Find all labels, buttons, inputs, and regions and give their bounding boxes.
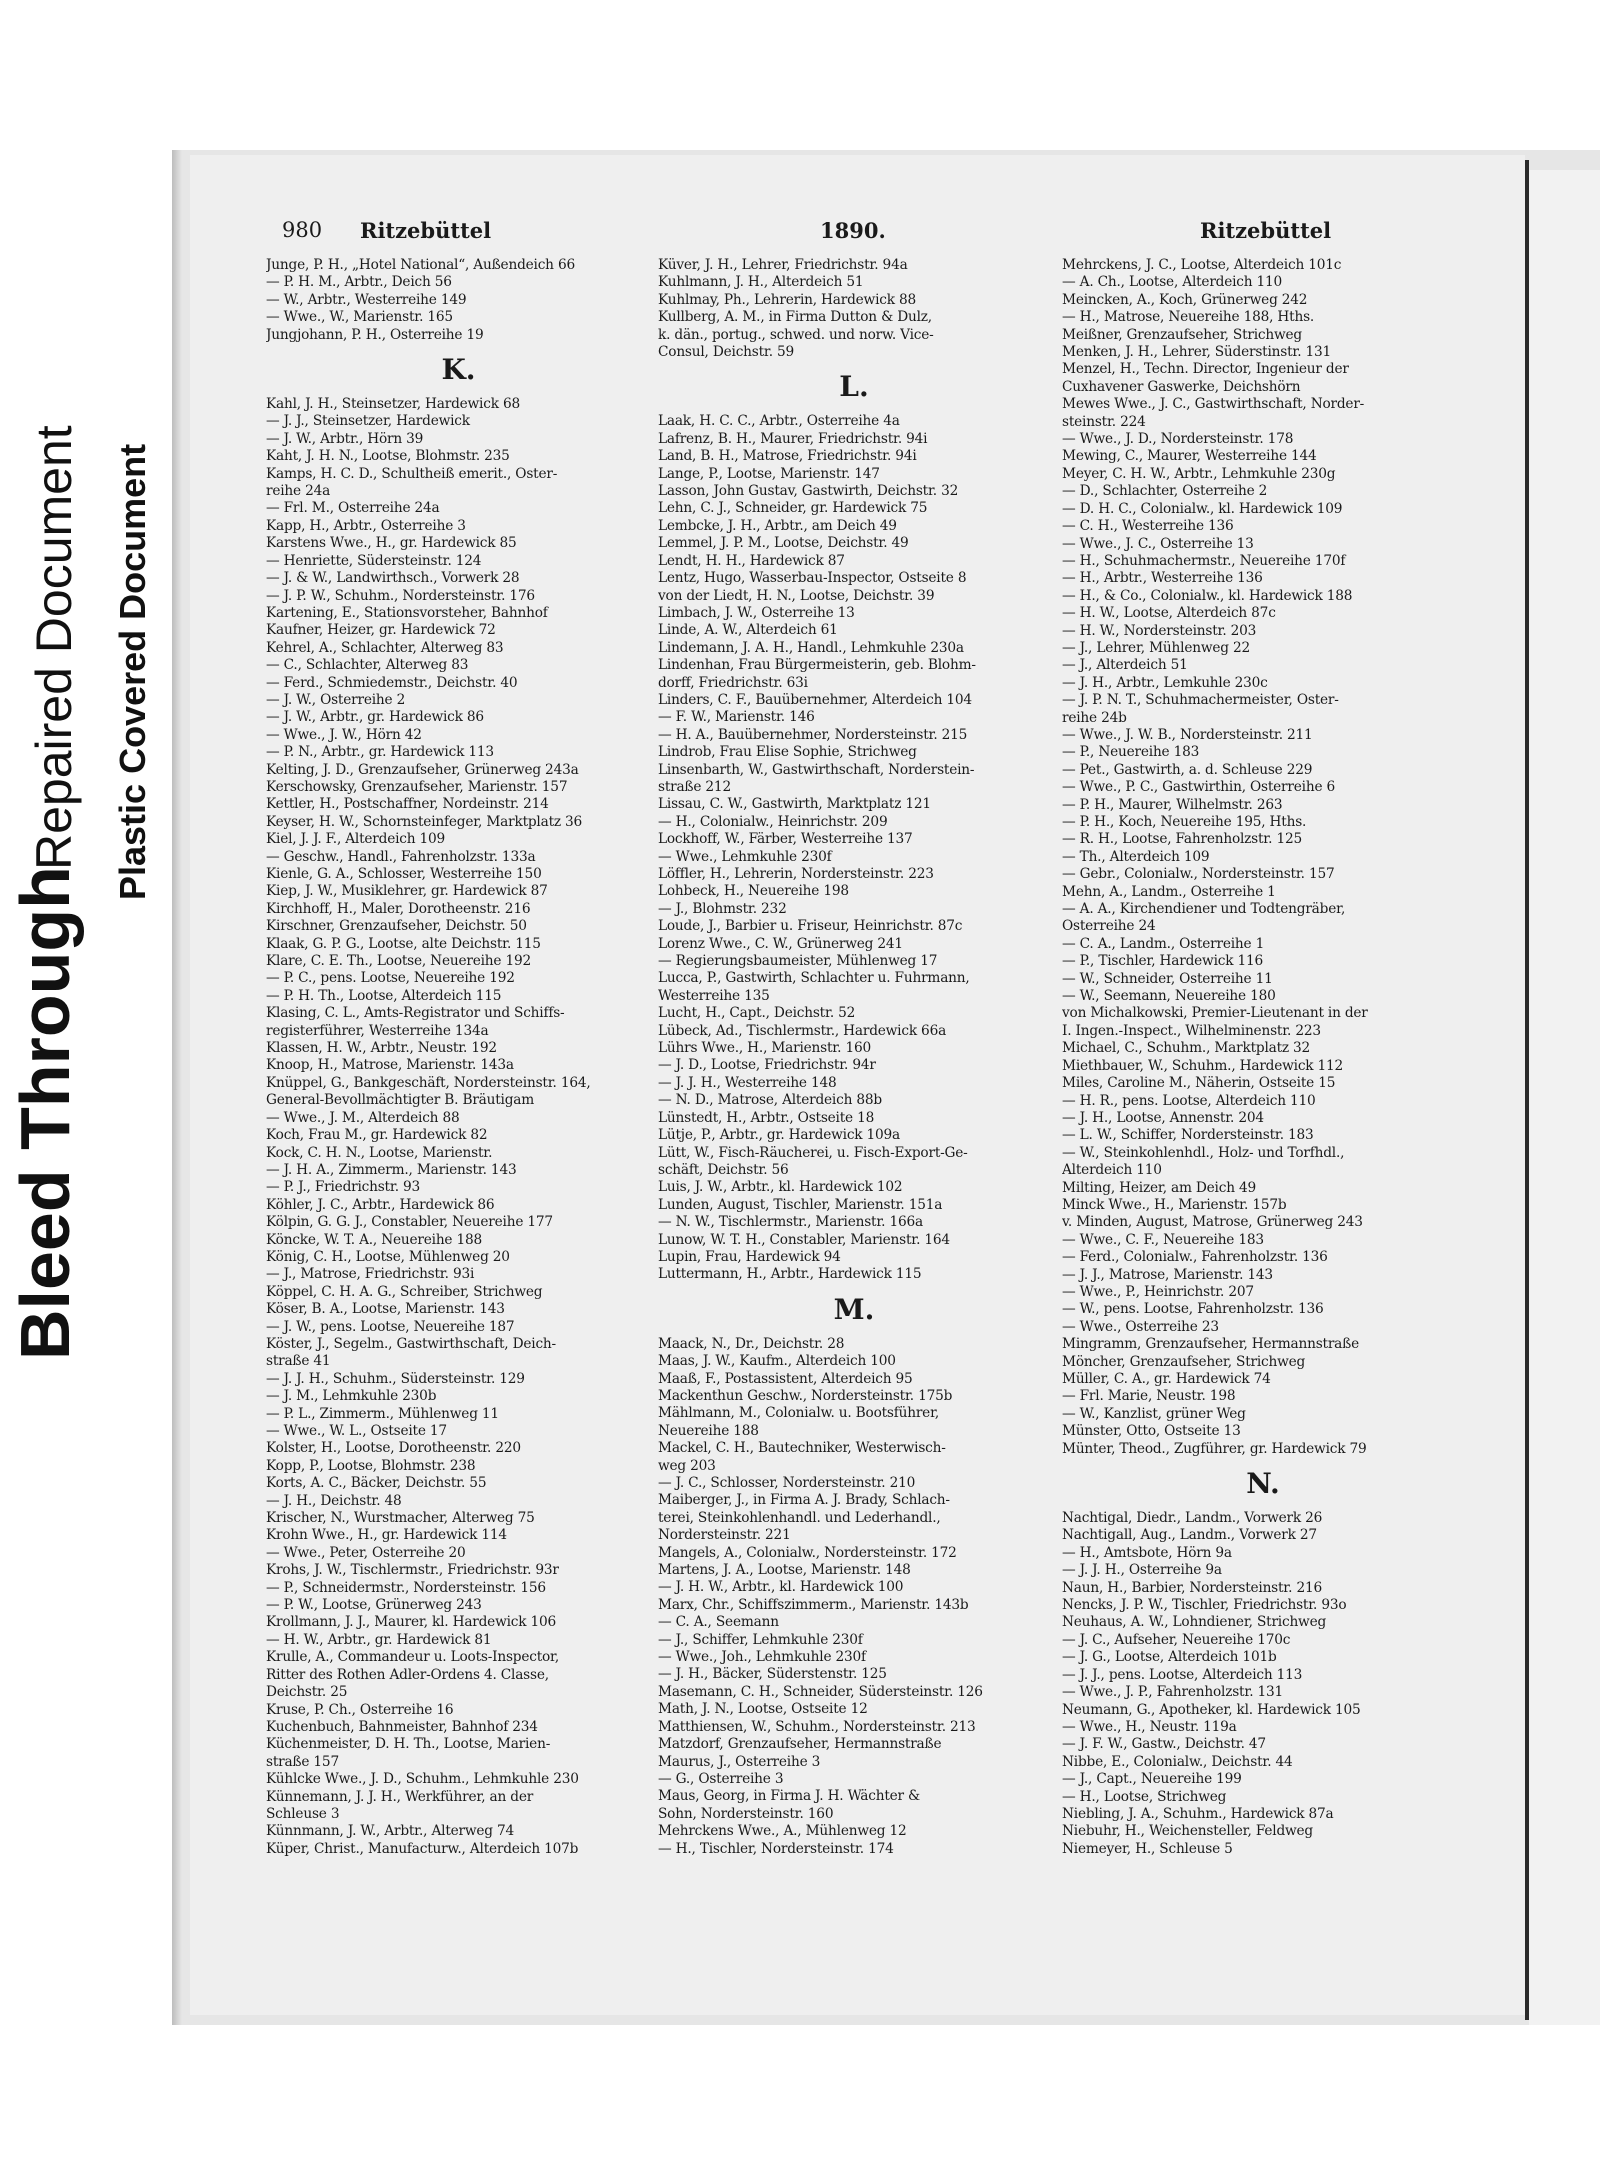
- directory-entry: — H., Schuhmachermstr., Neuereihe 170f: [1062, 552, 1346, 569]
- directory-entry: — P., Neuereihe 183: [1062, 744, 1200, 761]
- directory-entry: — J. J., pens. Lootse, Alterdeich 113: [1062, 1666, 1303, 1683]
- directory-entry: reihe 24a: [266, 483, 331, 500]
- directory-entry: Miles, Caroline M., Näherin, Ostseite 15: [1062, 1075, 1336, 1092]
- header-left-title: Ritzebüttel: [360, 218, 492, 243]
- directory-entry: — P. H. M., Arbtr., Deich 56: [266, 274, 452, 291]
- directory-entry: König, C. H., Lootse, Mühlenweg 20: [266, 1248, 510, 1265]
- directory-entry: Klasing, C. L., Amts-Registrator und Schiffs-: [266, 1005, 565, 1022]
- directory-entry: weg 203: [658, 1457, 716, 1474]
- directory-entry: Köser, B. A., Lootse, Marienstr. 143: [266, 1301, 505, 1318]
- directory-entry: Köster, J., Segelm., Gastwirthschaft, Deich-: [266, 1335, 556, 1352]
- directory-entry: — Ferd., Schmiedemstr., Deichstr. 40: [266, 674, 518, 691]
- directory-entry: — C. A., Seemann: [658, 1614, 779, 1631]
- directory-entry: Laak, H. C. C., Arbtr., Osterreihe 4a: [658, 413, 900, 430]
- directory-entry: Kerschowsky, Grenzaufseher, Marienstr. 157: [266, 778, 568, 795]
- directory-entry: straße 212: [658, 778, 731, 795]
- directory-entry: — J. D., Lootse, Friedrichstr. 94r: [658, 1057, 876, 1074]
- directory-entry: Krischer, N., Wurstmacher, Alterweg 75: [266, 1510, 535, 1527]
- directory-entry: Maas, J. W., Kaufm., Alterdeich 100: [658, 1353, 896, 1370]
- directory-entry: Maus, Georg, in Firma J. H. Wächter &: [658, 1788, 921, 1805]
- directory-entry: — J. C., Schlosser, Nordersteinstr. 210: [658, 1475, 916, 1491]
- directory-entry: Lehn, C. J., Schneider, gr. Hardewick 75: [658, 500, 928, 517]
- header-year: 1890.: [820, 218, 886, 243]
- directory-entry: — Wwe., Joh., Lehmkuhle 230f: [658, 1649, 866, 1666]
- directory-entry: Naun, H., Barbier, Nordersteinstr. 216: [1062, 1579, 1322, 1596]
- directory-entry: Linsenbarth, W., Gastwirthschaft, Norderstein-: [658, 761, 975, 778]
- directory-entry: General-Bevollmächtigter B. Bräutigam: [266, 1092, 535, 1109]
- directory-entry: — W., Arbtr., Westerreihe 149: [266, 291, 467, 308]
- repaired-document-label: Repaired Document: [26, 425, 82, 870]
- directory-entry: Mackel, C. H., Bautechniker, Westerwisch-: [658, 1440, 946, 1457]
- directory-entry: Milting, Heizer, am Deich 49: [1062, 1179, 1256, 1196]
- directory-entry: Lohbeck, H., Neuereihe 198: [658, 883, 849, 900]
- directory-entry: Karstens Wwe., H., gr. Hardewick 85: [266, 535, 517, 552]
- directory-entry: — Wwe., W., Marienstr. 165: [266, 309, 453, 326]
- directory-entry: Masemann, C. H., Schneider, Südersteinstr. 126: [658, 1683, 983, 1700]
- directory-entry: Lorenz Wwe., C. W., Grünerweg 241: [658, 935, 903, 952]
- directory-entry: — J., Lehrer, Mühlenweg 22: [1062, 639, 1250, 656]
- directory-entry: — Wwe., J. C., Osterreihe 13: [1062, 535, 1254, 552]
- directory-entry: — Wwe., P., Heinrichstr. 207: [1062, 1283, 1254, 1300]
- directory-entry: — Wwe., W. L., Ostseite 17: [266, 1423, 447, 1439]
- directory-entry: Münter, Theod., Zugführer, gr. Hardewick 79: [1062, 1440, 1367, 1457]
- facing-page-edge: [1529, 170, 1600, 2025]
- directory-entry: Luis, J. W., Arbtr., kl. Hardewick 102: [658, 1179, 903, 1196]
- directory-entry: — F. W., Marienstr. 146: [658, 709, 815, 726]
- directory-entry: Lafrenz, B. H., Maurer, Friedrichstr. 94i: [658, 430, 928, 447]
- directory-entry: — J. P. W., Schuhm., Nordersteinstr. 176: [266, 587, 535, 604]
- directory-entry: Maack, N., Dr., Deichstr. 28: [658, 1335, 845, 1352]
- directory-entry: Michael, C., Schuhm., Marktplatz 32: [1062, 1040, 1311, 1057]
- directory-entry: Niebuhr, H., Weichensteller, Feldweg: [1062, 1823, 1313, 1840]
- directory-entry: Krohs, J. W., Tischlermstr., Friedrichstr. 93r: [266, 1562, 559, 1579]
- directory-entry: Junge, P. H., „Hotel National“, Außendeich 66: [266, 257, 575, 273]
- directory-entry: Limbach, J. W., Osterreihe 13: [658, 604, 855, 621]
- directory-entry: — Wwe., J. W., Hörn 42: [266, 726, 422, 743]
- header-right-title: Ritzebüttel: [1200, 218, 1332, 243]
- directory-entry: — D. H. C., Colonialw., kl. Hardewick 109: [1062, 500, 1343, 517]
- plastic-covered-document-label: Plastic Covered Document: [112, 443, 153, 900]
- directory-entry: Lasson, John Gustav, Gastwirth, Deichstr. 32: [658, 483, 959, 500]
- directory-entry: — J. M., Lehmkuhle 230b: [266, 1388, 437, 1405]
- bleed-through-label: Bleed Through: [6, 866, 84, 1360]
- directory-entry: — Ferd., Colonialw., Fahrenholzstr. 136: [1062, 1249, 1328, 1266]
- directory-entry: — J. H., Deichstr. 48: [266, 1492, 402, 1509]
- directory-entry: — J. J., Steinsetzer, Hardewick: [266, 413, 470, 430]
- directory-entry: straße 41: [266, 1353, 331, 1370]
- directory-entry: Lührs Wwe., H., Marienstr. 160: [658, 1040, 871, 1057]
- directory-entry: — C. H., Westerreihe 136: [1062, 518, 1234, 535]
- directory-entry: Kapp, H., Arbtr., Osterreihe 3: [266, 517, 466, 534]
- directory-entry: Kuhlmann, J. H., Alterdeich 51: [658, 274, 864, 291]
- directory-entry: — Regierungsbaumeister, Mühlenweg 17: [658, 953, 938, 970]
- directory-entry: — J. W., Osterreihe 2: [266, 691, 406, 708]
- directory-entry: registerführer, Westerreihe 134a: [266, 1022, 489, 1039]
- directory-entry: Lütt, W., Fisch-Räucherei, u. Fisch-Export-Ge-: [658, 1144, 968, 1161]
- directory-entry: Lindrob, Frau Elise Sophie, Strichweg: [658, 744, 917, 761]
- directory-entry: Lemmel, J. P. M., Lootse, Deichstr. 49: [658, 535, 909, 552]
- directory-entry: Kienle, G. A., Schlosser, Westerreihe 150: [266, 866, 542, 882]
- directory-entry: Kopp, P., Lootse, Blohmstr. 238: [266, 1457, 476, 1474]
- directory-entry: Kolster, H., Lootse, Dorotheenstr. 220: [266, 1440, 521, 1457]
- directory-entry: von Michalkowski, Premier-Lieutenant in der: [1062, 1005, 1368, 1022]
- directory-entry: — P. L., Zimmerm., Mühlenweg 11: [266, 1405, 499, 1422]
- directory-entry: Klaak, G. P. G., Lootse, alte Deichstr. 115: [266, 935, 541, 952]
- directory-entry: Osterreihe 24: [1062, 918, 1156, 935]
- directory-entry: Lockhoff, W., Färber, Westerreihe 137: [658, 831, 913, 848]
- page-number: 980: [282, 218, 323, 242]
- directory-entry: — Wwe., C. F., Neuereihe 183: [1062, 1231, 1264, 1248]
- directory-entry: Mingramm, Grenzaufseher, Hermannstraße: [1062, 1336, 1359, 1353]
- directory-entry: Lucht, H., Capt., Deichstr. 52: [658, 1005, 856, 1022]
- directory-entry: — J., Blohmstr. 232: [658, 900, 787, 917]
- directory-entry: Minck Wwe., H., Marienstr. 157b: [1062, 1196, 1287, 1213]
- directory-entry: — H. A., Bauübernehmer, Nordersteinstr. 215: [658, 726, 968, 743]
- directory-entry: Lindenhan, Frau Bürgermeisterin, geb. Blohm-: [658, 657, 976, 674]
- directory-entry: Lunden, August, Tischler, Marienstr. 151a: [658, 1196, 943, 1213]
- directory-entry: Lembcke, J. H., Arbtr., am Deich 49: [658, 517, 897, 534]
- directory-entry: Menken, J. H., Lehrer, Süderstinstr. 131: [1062, 344, 1332, 361]
- directory-entry: Korts, A. C., Bäcker, Deichstr. 55: [266, 1475, 487, 1492]
- directory-entry: — Wwe., Lehmkuhle 230f: [658, 848, 832, 865]
- directory-entry: — N. W., Tischlermstr., Marienstr. 166a: [658, 1214, 923, 1231]
- directory-entry: Köhler, J. C., Arbtr., Hardewick 86: [266, 1196, 495, 1213]
- directory-entry: — J. J. H., Schuhm., Südersteinstr. 129: [266, 1370, 525, 1387]
- directory-entry: — H., Matrose, Neuereihe 188, Hths.: [1062, 309, 1315, 326]
- directory-entry: — J. G., Lootse, Alterdeich 101b: [1062, 1649, 1277, 1666]
- directory-entry: — A. A., Kirchendiener und Todtengräber,: [1062, 901, 1346, 918]
- directory-entry: Niemeyer, H., Schleuse 5: [1062, 1840, 1233, 1857]
- directory-entry: Niebling, J. A., Schuhm., Hardewick 87a: [1062, 1805, 1334, 1822]
- directory-entry: Maaß, F., Postassistent, Alterdeich 95: [658, 1370, 913, 1387]
- directory-entry: Land, B. H., Matrose, Friedrichstr. 94i: [658, 448, 917, 465]
- directory-entry: Matzdorf, Grenzaufseher, Hermannstraße: [658, 1736, 942, 1753]
- directory-column-1: [266, 257, 651, 1858]
- directory-entry: — J. J., Matrose, Marienstr. 143: [1062, 1266, 1273, 1283]
- directory-entry: Klare, C. E. Th., Lootse, Neuereihe 192: [266, 953, 531, 970]
- directory-entry: Maiberger, J., in Firma A. J. Brady, Schlach-: [658, 1492, 950, 1509]
- directory-entry: — L. W., Schiffer, Nordersteinstr. 183: [1062, 1127, 1314, 1144]
- directory-entry: Nachtigal, Diedr., Landm., Vorwerk 26: [1062, 1510, 1323, 1527]
- directory-entry: — J. H., Arbtr., Lemkuhle 230c: [1062, 674, 1268, 691]
- directory-entry: — H., Lootse, Strichweg: [1062, 1788, 1227, 1805]
- directory-entry: Nachtigall, Aug., Landm., Vorwerk 27: [1062, 1527, 1317, 1544]
- directory-entry: — H. W., Nordersteinstr. 203: [1062, 622, 1257, 639]
- side-labels: [0, 0, 170, 2177]
- directory-entry: Schleuse 3: [266, 1805, 340, 1822]
- directory-entry: straße 157: [266, 1753, 339, 1770]
- section-heading: K.: [441, 353, 476, 387]
- directory-entry: — R. H., Lootse, Fahrenholzstr. 125: [1062, 831, 1302, 848]
- directory-entry: — J. W., Arbtr., Hörn 39: [266, 430, 424, 447]
- directory-entry: k. dän., portug., schwed. und norw. Vice-: [658, 326, 934, 343]
- directory-entry: Kiep, J. W., Musiklehrer, gr. Hardewick 87: [266, 883, 548, 900]
- section-heading: M.: [833, 1292, 875, 1326]
- directory-entry: Maurus, J., Osterreihe 3: [658, 1753, 821, 1770]
- directory-entry: Mewing, C., Maurer, Westerreihe 144: [1062, 448, 1317, 465]
- directory-entry: Mehn, A., Landm., Osterreihe 1: [1062, 883, 1276, 900]
- directory-entry: Münster, Otto, Ostseite 13: [1062, 1423, 1241, 1440]
- directory-entry: — Th., Alterdeich 109: [1062, 848, 1210, 865]
- directory-entry: Küper, Christ., Manufacturw., Alterdeich 107b: [266, 1840, 579, 1857]
- directory-entry: Alterdeich 110: [1062, 1162, 1162, 1179]
- directory-entry: Köppel, C. H. A. G., Schreiber, Strichweg: [266, 1283, 543, 1300]
- directory-entry: — H., & Co., Colonialw., kl. Hardewick 188: [1062, 587, 1353, 604]
- directory-entry: Kirschner, Grenzaufseher, Deichstr. 50: [266, 918, 527, 935]
- directory-entry: — Frl. M., Osterreihe 24a: [266, 500, 440, 517]
- directory-entry: Consul, Deichstr. 59: [658, 344, 795, 361]
- directory-entry: I. Ingen.-Inspect., Wilhelminenstr. 223: [1062, 1022, 1321, 1039]
- directory-entry: Math, J. N., Lootse, Ostseite 12: [658, 1701, 868, 1718]
- directory-entry: Kartening, E., Stationsvorsteher, Bahnhof: [266, 604, 548, 621]
- directory-entry: Mewes Wwe., J. C., Gastwirthschaft, Norder-: [1062, 396, 1365, 413]
- directory-entry: — P. H., Koch, Neuereihe 195, Hths.: [1062, 814, 1307, 830]
- directory-entry: Mangels, A., Colonialw., Nordersteinstr. 172: [658, 1544, 957, 1561]
- directory-entry: Müller, C. A., gr. Hardewick 74: [1062, 1371, 1271, 1387]
- directory-entry: — J. W., Arbtr., gr. Hardewick 86: [266, 709, 484, 726]
- directory-entry: Linders, C. F., Bauübernehmer, Alterdeich 104: [658, 691, 972, 708]
- directory-entry: Lendt, H. H., Hardewick 87: [658, 552, 845, 569]
- directory-entry: — Henriette, Südersteinstr. 124: [266, 552, 482, 569]
- directory-entry: Jungjohann, P. H., Osterreihe 19: [266, 326, 484, 343]
- directory-entry: Lunow, W. T. H., Constabler, Marienstr. 164: [658, 1231, 950, 1248]
- directory-entry: — H., Amtsbote, Hörn 9a: [1062, 1544, 1232, 1561]
- directory-entry: Neumann, G., Apotheker, kl. Hardewick 105: [1062, 1701, 1361, 1718]
- directory-entry: Kullberg, A. M., in Firma Dutton & Dulz,: [658, 309, 932, 326]
- directory-entry: Luttermann, H., Arbtr., Hardewick 115: [658, 1266, 922, 1283]
- directory-entry: Neuhaus, A. W., Lohndiener, Strichweg: [1062, 1614, 1327, 1631]
- directory-entry: Meyer, C. H. W., Arbtr., Lehmkuhle 230g: [1062, 465, 1336, 482]
- directory-entry: Lütje, P., Arbtr., gr. Hardewick 109a: [658, 1127, 901, 1144]
- directory-entry: Matthiensen, W., Schuhm., Nordersteinstr. 213: [658, 1718, 976, 1735]
- directory-entry: — P., Schneidermstr., Nordersteinstr. 156: [266, 1579, 546, 1596]
- directory-entry: — W., pens. Lootse, Fahrenholzstr. 136: [1062, 1301, 1324, 1318]
- directory-entry: Cuxhavener Gaswerke, Deichshörn: [1062, 378, 1301, 395]
- directory-entry: Mählmann, M., Colonialw. u. Bootsführer,: [658, 1405, 940, 1422]
- directory-entry: terei, Steinkohlenhandl. und Lederhandl.,: [658, 1509, 941, 1526]
- directory-entry: Künnemann, J. J. H., Werkführer, an der: [266, 1788, 534, 1805]
- directory-entry: — Gebr., Colonialw., Nordersteinstr. 157: [1062, 866, 1335, 883]
- directory-entry: Miethbauer, W., Schuhm., Hardewick 112: [1062, 1057, 1344, 1074]
- directory-entry: — Wwe., Peter, Osterreihe 20: [266, 1544, 466, 1561]
- directory-entry: Kölpin, G. G. J., Constabler, Neuereihe 177: [266, 1214, 553, 1231]
- directory-entry: Westerreihe 135: [658, 987, 770, 1004]
- directory-entry: — P. J., Friedrichstr. 93: [266, 1179, 421, 1196]
- directory-entry: — Wwe., J. W. B., Nordersteinstr. 211: [1062, 726, 1313, 743]
- directory-entry: Kehrel, A., Schlachter, Alterweg 83: [266, 639, 504, 656]
- directory-entry: Kuhlmay, Ph., Lehrerin, Hardewick 88: [658, 291, 916, 308]
- directory-entry: Koch, Frau M., gr. Hardewick 82: [266, 1127, 488, 1144]
- directory-entry: Meißner, Grenzaufseher, Strichweg: [1062, 326, 1302, 343]
- directory-entry: — P. C., pens. Lootse, Neuereihe 192: [266, 970, 515, 987]
- directory-entry: — J. H., Lootse, Annenstr. 204: [1062, 1109, 1264, 1126]
- directory-entry: — P. W., Lootse, Grünerweg 243: [266, 1597, 482, 1614]
- directory-entry: Kahl, J. H., Steinsetzer, Hardewick 68: [266, 396, 520, 413]
- directory-entry: Krulle, A., Commandeur u. Loots-Inspector,: [266, 1649, 560, 1666]
- directory-entry: Lange, P., Lootse, Marienstr. 147: [658, 465, 880, 482]
- directory-entry: Küchenmeister, D. H. Th., Lootse, Marien-: [266, 1736, 551, 1753]
- directory-entry: — P. H. Th., Lootse, Alterdeich 115: [266, 987, 502, 1004]
- directory-entry: Kiel, J. J. F., Alterdeich 109: [266, 831, 446, 848]
- directory-entry: Ritter des Rothen Adler-Ordens 4. Classe,: [266, 1666, 549, 1683]
- directory-entry: Lindemann, J. A. H., Handl., Lehmkuhle 230a: [658, 639, 964, 656]
- directory-entry: — A. Ch., Lootse, Alterdeich 110: [1062, 274, 1283, 291]
- scan-shadow: [172, 150, 182, 2025]
- directory-entry: — D., Schlachter, Osterreihe 2: [1062, 483, 1268, 500]
- directory-entry: — J., Schiffer, Lehmkuhle 230f: [658, 1631, 863, 1648]
- directory-entry: — J., Matrose, Friedrichstr. 93i: [266, 1266, 475, 1283]
- directory-entry: Köncke, W. T. A., Neuereihe 188: [266, 1231, 483, 1248]
- directory-entry: Kuchenbuch, Bahnmeister, Bahnhof 234: [266, 1718, 538, 1735]
- directory-entry: — Wwe., P. C., Gastwirthin, Osterreihe 6: [1062, 779, 1335, 796]
- directory-entry: — Pet., Gastwirth, a. d. Schleuse 229: [1062, 761, 1313, 778]
- directory-entry: steinstr. 224: [1062, 413, 1146, 430]
- directory-entry: — Wwe., J. D., Nordersteinstr. 178: [1062, 431, 1294, 448]
- directory-entry: — H. W., Arbtr., gr. Hardewick 81: [266, 1631, 492, 1648]
- directory-entry: — W., Schneider, Osterreihe 11: [1062, 970, 1273, 987]
- directory-entry: — J. C., Aufseher, Neuereihe 170c: [1062, 1631, 1291, 1648]
- directory-entry: — Geschw., Handl., Fahrenholzstr. 133a: [266, 848, 536, 865]
- directory-entry: Nibbe, E., Colonialw., Deichstr. 44: [1062, 1753, 1293, 1770]
- directory-entry: Lupin, Frau, Hardewick 94: [658, 1248, 841, 1265]
- directory-entry: Kaufner, Heizer, gr. Hardewick 72: [266, 622, 496, 639]
- directory-entry: — P. H., Maurer, Wilhelmstr. 263: [1062, 796, 1283, 813]
- directory-entry: Kamps, H. C. D., Schultheiß emerit., Oster-: [266, 465, 558, 482]
- directory-entry: Lentz, Hugo, Wasserbau-Inspector, Ostseite 8: [658, 570, 967, 587]
- directory-entry: — P. N., Arbtr., gr. Hardewick 113: [266, 744, 494, 761]
- directory-entry: — G., Osterreihe 3: [658, 1770, 784, 1787]
- directory-entry: Deichstr. 25: [266, 1684, 348, 1701]
- directory-entry: — W., Kanzlist, grüner Weg: [1062, 1405, 1246, 1422]
- directory-entry: Möncher, Grenzaufseher, Strichweg: [1062, 1353, 1306, 1370]
- directory-entry: — Wwe., Osterreihe 23: [1062, 1318, 1219, 1335]
- directory-entry: — Wwe., J. M., Alterdeich 88: [266, 1109, 460, 1126]
- directory-entry: — J. H., Bäcker, Süderstenstr. 125: [658, 1666, 887, 1683]
- directory-entry: Klassen, H. W., Arbtr., Neustr. 192: [266, 1040, 497, 1057]
- directory-entry: Martens, J. A., Lootse, Marienstr. 148: [658, 1562, 911, 1579]
- directory-entry: — H. W., Lootse, Alterdeich 87c: [1062, 605, 1276, 622]
- directory-entry: Loude, J., Barbier u. Friseur, Heinrichstr. 87c: [658, 918, 963, 935]
- directory-entry: Kruse, P. Ch., Osterreihe 16: [266, 1701, 454, 1718]
- directory-entry: Krollmann, J. J., Maurer, kl. Hardewick 106: [266, 1614, 557, 1631]
- directory-entry: — H., Tischler, Nordersteinstr. 174: [658, 1840, 894, 1857]
- directory-entry: — J. J. H., Osterreihe 9a: [1062, 1562, 1222, 1579]
- directory-entry: — J. H. A., Zimmerm., Marienstr. 143: [266, 1161, 517, 1178]
- directory-entry: — J. P. N. T., Schuhmachermeister, Oster-: [1062, 692, 1339, 709]
- directory-entry: Löffler, H., Lehrerin, Nordersteinstr. 223: [658, 866, 934, 882]
- directory-entry: Kühlcke Wwe., J. D., Schuhm., Lehmkuhle 230: [266, 1771, 579, 1788]
- directory-entry: Mehrckens Wwe., A., Mühlenweg 12: [658, 1823, 907, 1840]
- directory-entry: Kock, C. H. N., Lootse, Marienstr.: [266, 1144, 493, 1161]
- directory-entry: — J. & W., Landwirthsch., Vorwerk 28: [266, 570, 520, 587]
- directory-entry: Neuereihe 188: [658, 1422, 759, 1439]
- directory-entry: — W., Steinkohlenhdl., Holz- und Torfhdl.,: [1062, 1144, 1345, 1161]
- directory-entry: — J., Capt., Neuereihe 199: [1062, 1771, 1242, 1788]
- directory-entry: — J. J. H., Westerreihe 148: [658, 1074, 837, 1091]
- directory-entry: Kettler, H., Postschaffner, Nordeinstr. 214: [266, 796, 549, 813]
- directory-entry: dorff, Friedrichstr. 63i: [658, 674, 808, 691]
- directory-entry: Knoop, H., Matrose, Marienstr. 143a: [266, 1057, 514, 1074]
- section-heading: L.: [839, 370, 869, 404]
- directory-entry: — C. A., Landm., Osterreihe 1: [1062, 935, 1265, 952]
- directory-entry: — Wwe., H., Neustr. 119a: [1062, 1718, 1237, 1735]
- directory-entry: reihe 24b: [1062, 709, 1127, 726]
- directory-entry: Keyser, H. W., Schornsteinfeger, Marktplatz 36: [266, 813, 583, 830]
- directory-entry: Küver, J. H., Lehrer, Friedrichstr. 94a: [658, 257, 908, 273]
- directory-entry: — N. D., Matrose, Alterdeich 88b: [658, 1092, 882, 1109]
- directory-entry: Kelting, J. D., Grenzaufseher, Grünerweg 243a: [266, 761, 579, 778]
- directory-entry: Mehrckens, J. C., Lootse, Alterdeich 101c: [1062, 257, 1342, 273]
- directory-entry: — Wwe., J. P., Fahrenholzstr. 131: [1062, 1684, 1284, 1701]
- directory-entry: von der Liedt, H. N., Lootse, Deichstr. 39: [658, 587, 935, 604]
- directory-entry: Lissau, C. W., Gastwirth, Marktplatz 121: [658, 796, 931, 813]
- directory-entry: Meincken, A., Koch, Grünerweg 242: [1062, 291, 1308, 308]
- directory-entry: Krohn Wwe., H., gr. Hardewick 114: [266, 1527, 507, 1544]
- directory-entry: Lünstedt, H., Arbtr., Ostseite 18: [658, 1109, 875, 1126]
- directory-entry: Nordersteinstr. 221: [658, 1527, 791, 1544]
- directory-column-2: [658, 257, 1050, 1858]
- directory-entry: Knüppel, G., Bankgeschäft, Nordersteinstr. 164,: [266, 1074, 591, 1091]
- directory-entry: — P., Tischler, Hardewick 116: [1062, 953, 1263, 970]
- directory-entry: — J. H. W., Arbtr., kl. Hardewick 100: [658, 1579, 904, 1596]
- directory-entry: — J., Alterdeich 51: [1062, 657, 1188, 674]
- directory-entry: Kirchhoff, H., Maler, Dorotheenstr. 216: [266, 900, 531, 917]
- directory-column-3: [1062, 257, 1464, 1858]
- page-header: [270, 218, 1515, 254]
- directory-entry: Menzel, H., Techn. Director, Ingenieur der: [1062, 361, 1349, 378]
- directory-entry: Nencks, J. P. W., Tischler, Friedrichstr. 93o: [1062, 1597, 1347, 1614]
- directory-entry: Lübeck, Ad., Tischlermstr., Hardewick 66a: [658, 1022, 947, 1039]
- section-heading: N.: [1246, 1467, 1280, 1501]
- directory-entry: — H., Arbtr., Westerreihe 136: [1062, 570, 1263, 587]
- directory-entry: v. Minden, August, Matrose, Grünerweg 243: [1062, 1214, 1363, 1231]
- directory-entry: Mackenthun Geschw., Nordersteinstr. 175b: [658, 1387, 953, 1404]
- directory-entry: — Frl. Marie, Neustr. 198: [1062, 1388, 1236, 1405]
- directory-entry: Marx, Chr., Schiffszimmerm., Marienstr. 143b: [658, 1596, 969, 1613]
- directory-entry: — J. W., pens. Lootse, Neuereihe 187: [266, 1318, 515, 1335]
- directory-entry: Lucca, P., Gastwirth, Schlachter u. Fuhrmann,: [658, 970, 970, 987]
- directory-entry: — C., Schlachter, Alterweg 83: [266, 657, 469, 674]
- directory-entry: Sohn, Nordersteinstr. 160: [658, 1805, 834, 1822]
- directory-entry: — W., Seemann, Neuereihe 180: [1062, 988, 1276, 1005]
- directory-entry: Künnmann, J. W., Arbtr., Alterweg 74: [266, 1823, 515, 1840]
- directory-entry: — H., Colonialw., Heinrichstr. 209: [658, 813, 888, 830]
- directory-entry: Linde, A. W., Alterdeich 61: [658, 622, 838, 639]
- directory-entry: Kaht, J. H. N., Lootse, Blohmstr. 235: [266, 448, 510, 465]
- directory-entry: schäft, Deichstr. 56: [658, 1161, 789, 1178]
- directory-entry: — J. F. W., Gastw., Deichstr. 47: [1062, 1736, 1266, 1753]
- directory-entry: — H. R., pens. Lootse, Alterdeich 110: [1062, 1092, 1316, 1109]
